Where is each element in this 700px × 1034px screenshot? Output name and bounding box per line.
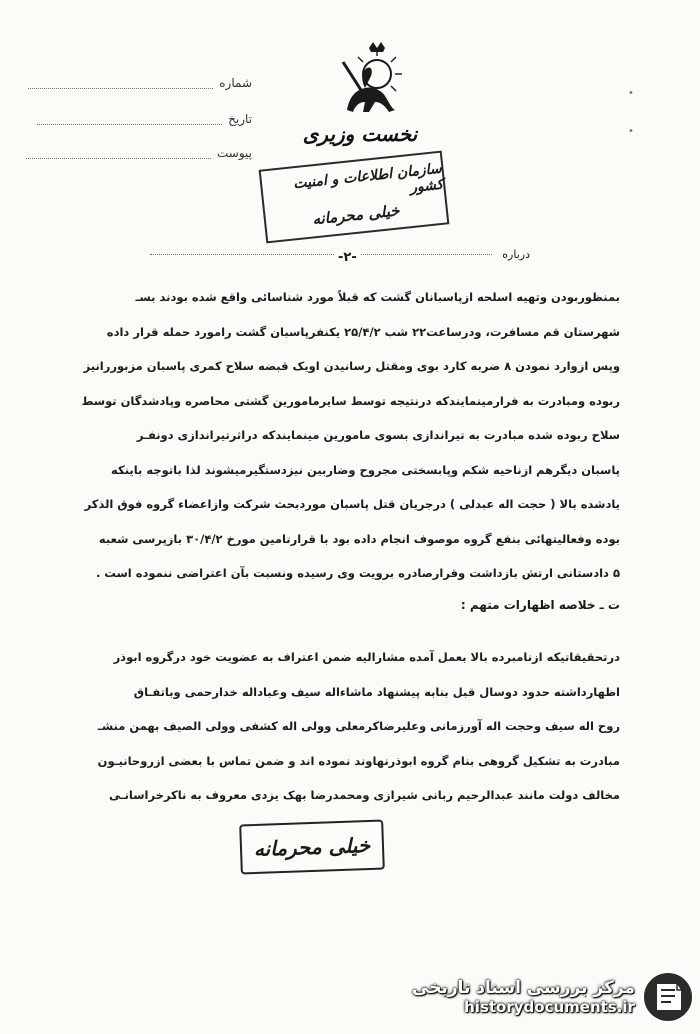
lion-and-sun-emblem: [325, 40, 415, 130]
organization-stamp-line2: خیلی محرمانه: [311, 201, 401, 229]
page-number: -۲-: [334, 250, 361, 265]
number-field: [28, 76, 252, 90]
text-line: بوده وفعالیتهائی بنفع گروه موصوف انجام داده بود با قرارتامین مورخ ۳۰/۴/۲ بازپرسی شعبه: [98, 531, 620, 546]
text-line: پاسبان دیگرهم ازناحیه شکم وپابسختی مجروح وضاربین نیزدستگیرمیشوند لذا باتوجه باینکه: [111, 462, 620, 477]
text-line: شهرستان قم مسافرت، ودرساعت۲۲ شب ۲۵/۴/۲ یکنفرپاسبان گشت رامورد حمله قرار داده: [106, 324, 620, 339]
top-secret-stamp: خیلی محرمانه: [239, 820, 385, 875]
archive-logo-icon: [641, 970, 695, 1024]
ministry-title: نخست وزیری: [302, 122, 418, 146]
text-line: مخالف دولت مانند عبدالرحیم ربانی شیرازی ومحمدرضا بهک یزدی معروف به ناکرخراسانـی: [109, 788, 620, 802]
organization-stamp-line1: سازمان اطلاعات و امنیت کشور: [292, 160, 445, 197]
text-line: بمنظوربودن وتهیه اسلحه ازپاسبانان گشت که قبلاً مورد شناسائی واقع شده بودند بسـ: [135, 290, 620, 304]
text-line: مبادرت به تشکیل گروهی بنام گروه ابوذرنهاوند نموده اند و ضمن تماس با بعضی ازروحانیـون: [97, 753, 620, 768]
text-line: ربوده ومبادرت به فرارمینمایندکه درنتیجه توسط سایرمامورین گشتی محاصره وپادشدگان توسط: [81, 393, 620, 408]
subject-label: درباره: [502, 248, 530, 261]
margin-mark: •: [628, 88, 634, 99]
watermark-name: مرکز بررسی اسناد تاریخی: [412, 978, 635, 998]
body-paragraph-1: [80, 280, 620, 591]
subject-dotted-line: [150, 254, 492, 255]
text-line: ۵ دادستانی ارتش بازداشت وقرارصادره برویت وی رسیده ونسبت بآن اعتراضی ننموده است .: [95, 566, 620, 580]
attachment-label: پیوست: [217, 146, 252, 160]
date-field: [37, 112, 252, 126]
text-line: سلاح ربوده شده مبادرت به تیراندازی بسوی مامورین مینمایندکه دراثرتیراندازی دونفـر: [136, 428, 620, 442]
body-paragraph-2: [80, 640, 620, 813]
organization-stamp: [259, 151, 450, 244]
date-label: تاریخ: [228, 112, 252, 126]
section-heading: ت ـ خلاصه اظهارات متهم :: [460, 598, 620, 612]
margin-mark: •: [628, 126, 634, 137]
attachment-dotted-line: [26, 158, 211, 159]
number-dotted-line: [28, 88, 213, 89]
text-line: اظهارداشته حدود دوسال قبل بنابه پیشنهاد ماشاءاله سیف وعباداله خدارحمی وباتفـاق: [133, 684, 620, 699]
watermark: [412, 964, 696, 1030]
text-line: درتحقیقاتیکه ازنامبرده بالا بعمل آمده مشارالیه ضمن اعتراف به عضویت خود درگروه ابوذر: [113, 650, 620, 664]
number-label: شماره: [219, 76, 252, 90]
watermark-url: historydocuments.ir: [464, 998, 635, 1016]
date-dotted-line: [37, 124, 222, 125]
text-line: روح اله سیف وحجت اله آورزمانی وعلیرضاکرمعلی وولی اله کشفی وولی الصیف بهمن منشـ: [97, 719, 620, 733]
text-line: وپس ازوارد نمودن ۸ ضربه کارد بوی ومقتل رسانیدن اویک قبضه سلاح کمری پاسبان مزبوررانیز: [83, 359, 620, 373]
text-line: یادشده بالا ( حجت اله عبدلی ) درجریان قتل پاسبان موردبحث شرکت وازاعضاء گروه فوق الذکر: [84, 497, 620, 511]
attachment-field: [26, 146, 252, 160]
